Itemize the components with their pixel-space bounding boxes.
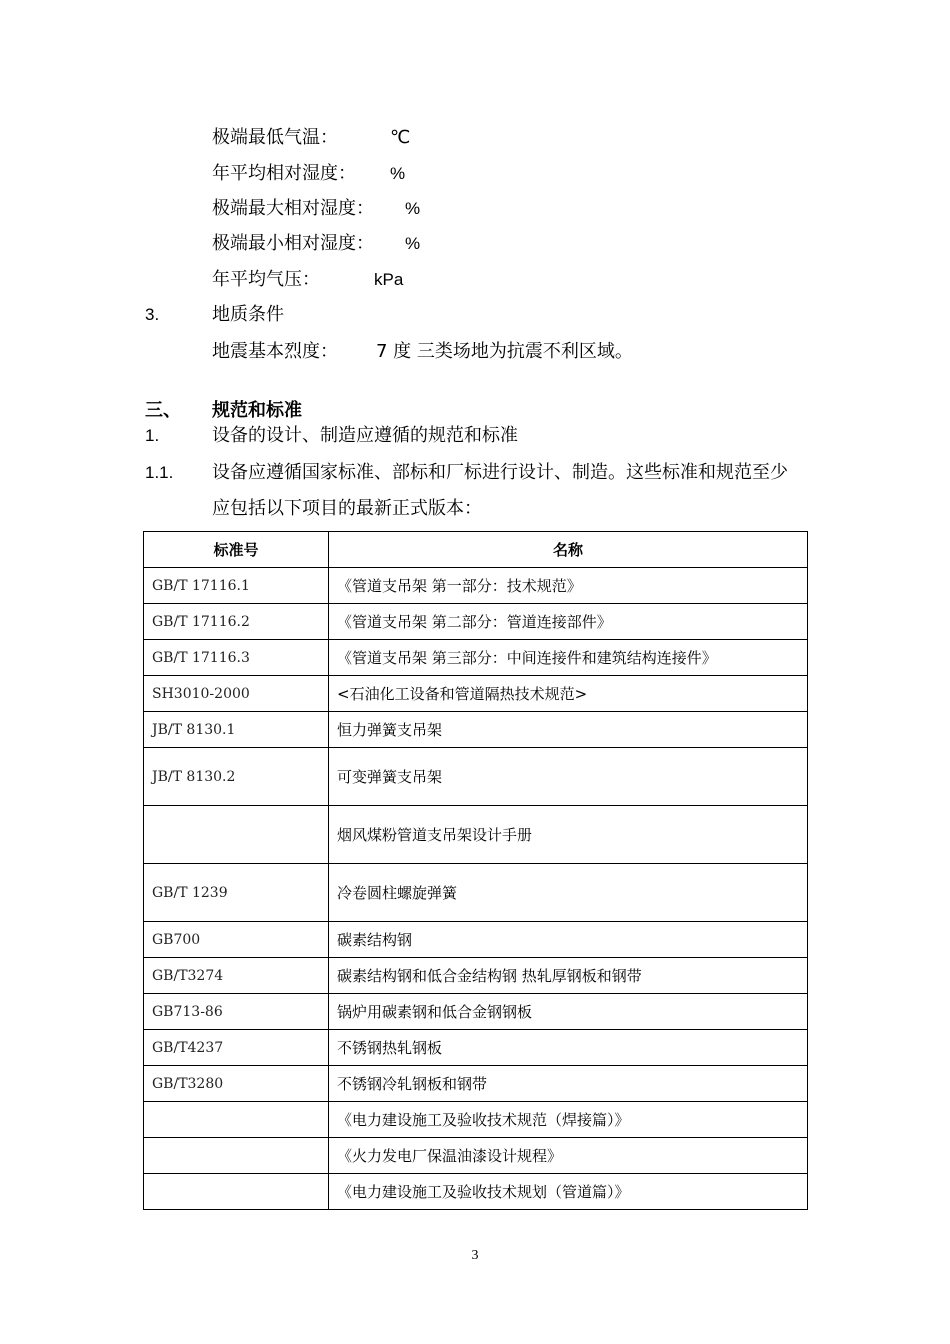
standard-name: 锅炉用碳素钢和低合金钢钢板 [329, 994, 808, 1030]
climate-label: 年平均相对湿度： [212, 163, 356, 184]
standard-code [144, 1174, 329, 1210]
section-title: 规范和标准 [212, 400, 302, 421]
table-row [144, 712, 808, 748]
climate-label: 年平均气压： [212, 269, 320, 290]
table-row [144, 864, 808, 922]
item-1-text: 设备的设计、制造应遵循的规范和标准 [212, 425, 518, 446]
standard-code: GB/T3280 [144, 1066, 329, 1102]
section-number: 三、 [145, 400, 181, 421]
climate-line-avg-humidity [212, 162, 406, 186]
table-row [144, 568, 808, 604]
standard-name: 恒力弹簧支吊架 [329, 712, 808, 748]
item-1-1-number: 1.1. [145, 463, 174, 482]
standard-name: 碳素结构钢和低合金结构钢 热轧厚钢板和钢带 [329, 958, 808, 994]
standard-name: 《管道支吊架 第一部分：技术规范》 [329, 568, 808, 604]
table-row [144, 604, 808, 640]
standard-code: GB700 [144, 922, 329, 958]
table-row [144, 1174, 808, 1210]
standard-name: 《管道支吊架 第二部分：管道连接部件》 [329, 604, 808, 640]
standards-table [143, 531, 808, 1210]
standard-code [144, 1102, 329, 1138]
table-row [144, 676, 808, 712]
item-1-1-text-line1: 设备应遵循国家标准、部标和厂标进行设计、制造。这些标准和规范至少 [212, 462, 788, 483]
standard-name: <石油化工设备和管道隔热技术规范> [329, 676, 808, 712]
table-row [144, 640, 808, 676]
standard-name: 《火力发电厂保温油漆设计规程》 [329, 1138, 808, 1174]
table-header-row [144, 532, 808, 568]
standard-code: JB/T 8130.2 [144, 748, 329, 806]
standard-name: 《电力建设施工及验收技术规划（管道篇）》 [329, 1174, 808, 1210]
seismic-value: 7 度 三类场地为抗震不利区域。 [376, 341, 633, 362]
table-row [144, 1066, 808, 1102]
climate-unit: kPa [374, 270, 404, 289]
table-row [144, 958, 808, 994]
header-code: 标准号 [144, 532, 329, 568]
header-name: 名称 [329, 532, 808, 568]
climate-line-min-humidity [212, 232, 421, 256]
standard-name: 可变弹簧支吊架 [329, 748, 808, 806]
climate-unit: % [390, 164, 406, 183]
item-1-number: 1. [145, 426, 160, 445]
standard-code: GB/T3274 [144, 958, 329, 994]
standard-name: 《管道支吊架 第三部分：中间连接件和建筑结构连接件》 [329, 640, 808, 676]
climate-unit: ℃ [390, 127, 411, 148]
item-1-1-text-line2: 应包括以下项目的最新正式版本： [212, 498, 482, 519]
standard-name: 不锈钢热轧钢板 [329, 1030, 808, 1066]
standard-code: GB713-86 [144, 994, 329, 1030]
standard-name: 烟风煤粉管道支吊架设计手册 [329, 806, 808, 864]
standard-name: 《电力建设施工及验收技术规范（焊接篇）》 [329, 1102, 808, 1138]
standard-code [144, 1138, 329, 1174]
standard-name: 冷卷圆柱螺旋弹簧 [329, 864, 808, 922]
standard-name: 不锈钢冷轧钢板和钢带 [329, 1066, 808, 1102]
page-number: 3 [471, 1248, 479, 1263]
geology-number: 3. [145, 305, 160, 324]
climate-line-pressure [212, 268, 404, 292]
climate-line-max-humidity [212, 197, 421, 221]
climate-label: 极端最小相对湿度： [212, 233, 374, 254]
standard-code [144, 806, 329, 864]
climate-line-min-temp [212, 126, 411, 150]
standard-code: GB/T4237 [144, 1030, 329, 1066]
standard-code: GB/T 17116.1 [144, 568, 329, 604]
standard-code: GB/T 17116.2 [144, 604, 329, 640]
table-row [144, 1102, 808, 1138]
standard-name: 碳素结构钢 [329, 922, 808, 958]
table-row [144, 994, 808, 1030]
standard-code: JB/T 8130.1 [144, 712, 329, 748]
geology-title: 地质条件 [212, 304, 284, 325]
climate-unit: % [405, 199, 421, 218]
climate-unit: % [405, 234, 421, 253]
table-row [144, 1030, 808, 1066]
standard-code: SH3010-2000 [144, 676, 329, 712]
table-row [144, 1138, 808, 1174]
table-row [144, 748, 808, 806]
climate-label: 极端最低气温： [212, 127, 338, 148]
seismic-label: 地震基本烈度： [212, 341, 338, 362]
standard-code: GB/T 1239 [144, 864, 329, 922]
seismic-line [212, 340, 633, 364]
standard-code: GB/T 17116.3 [144, 640, 329, 676]
table-row [144, 922, 808, 958]
climate-label: 极端最大相对湿度： [212, 198, 374, 219]
table-row [144, 806, 808, 864]
